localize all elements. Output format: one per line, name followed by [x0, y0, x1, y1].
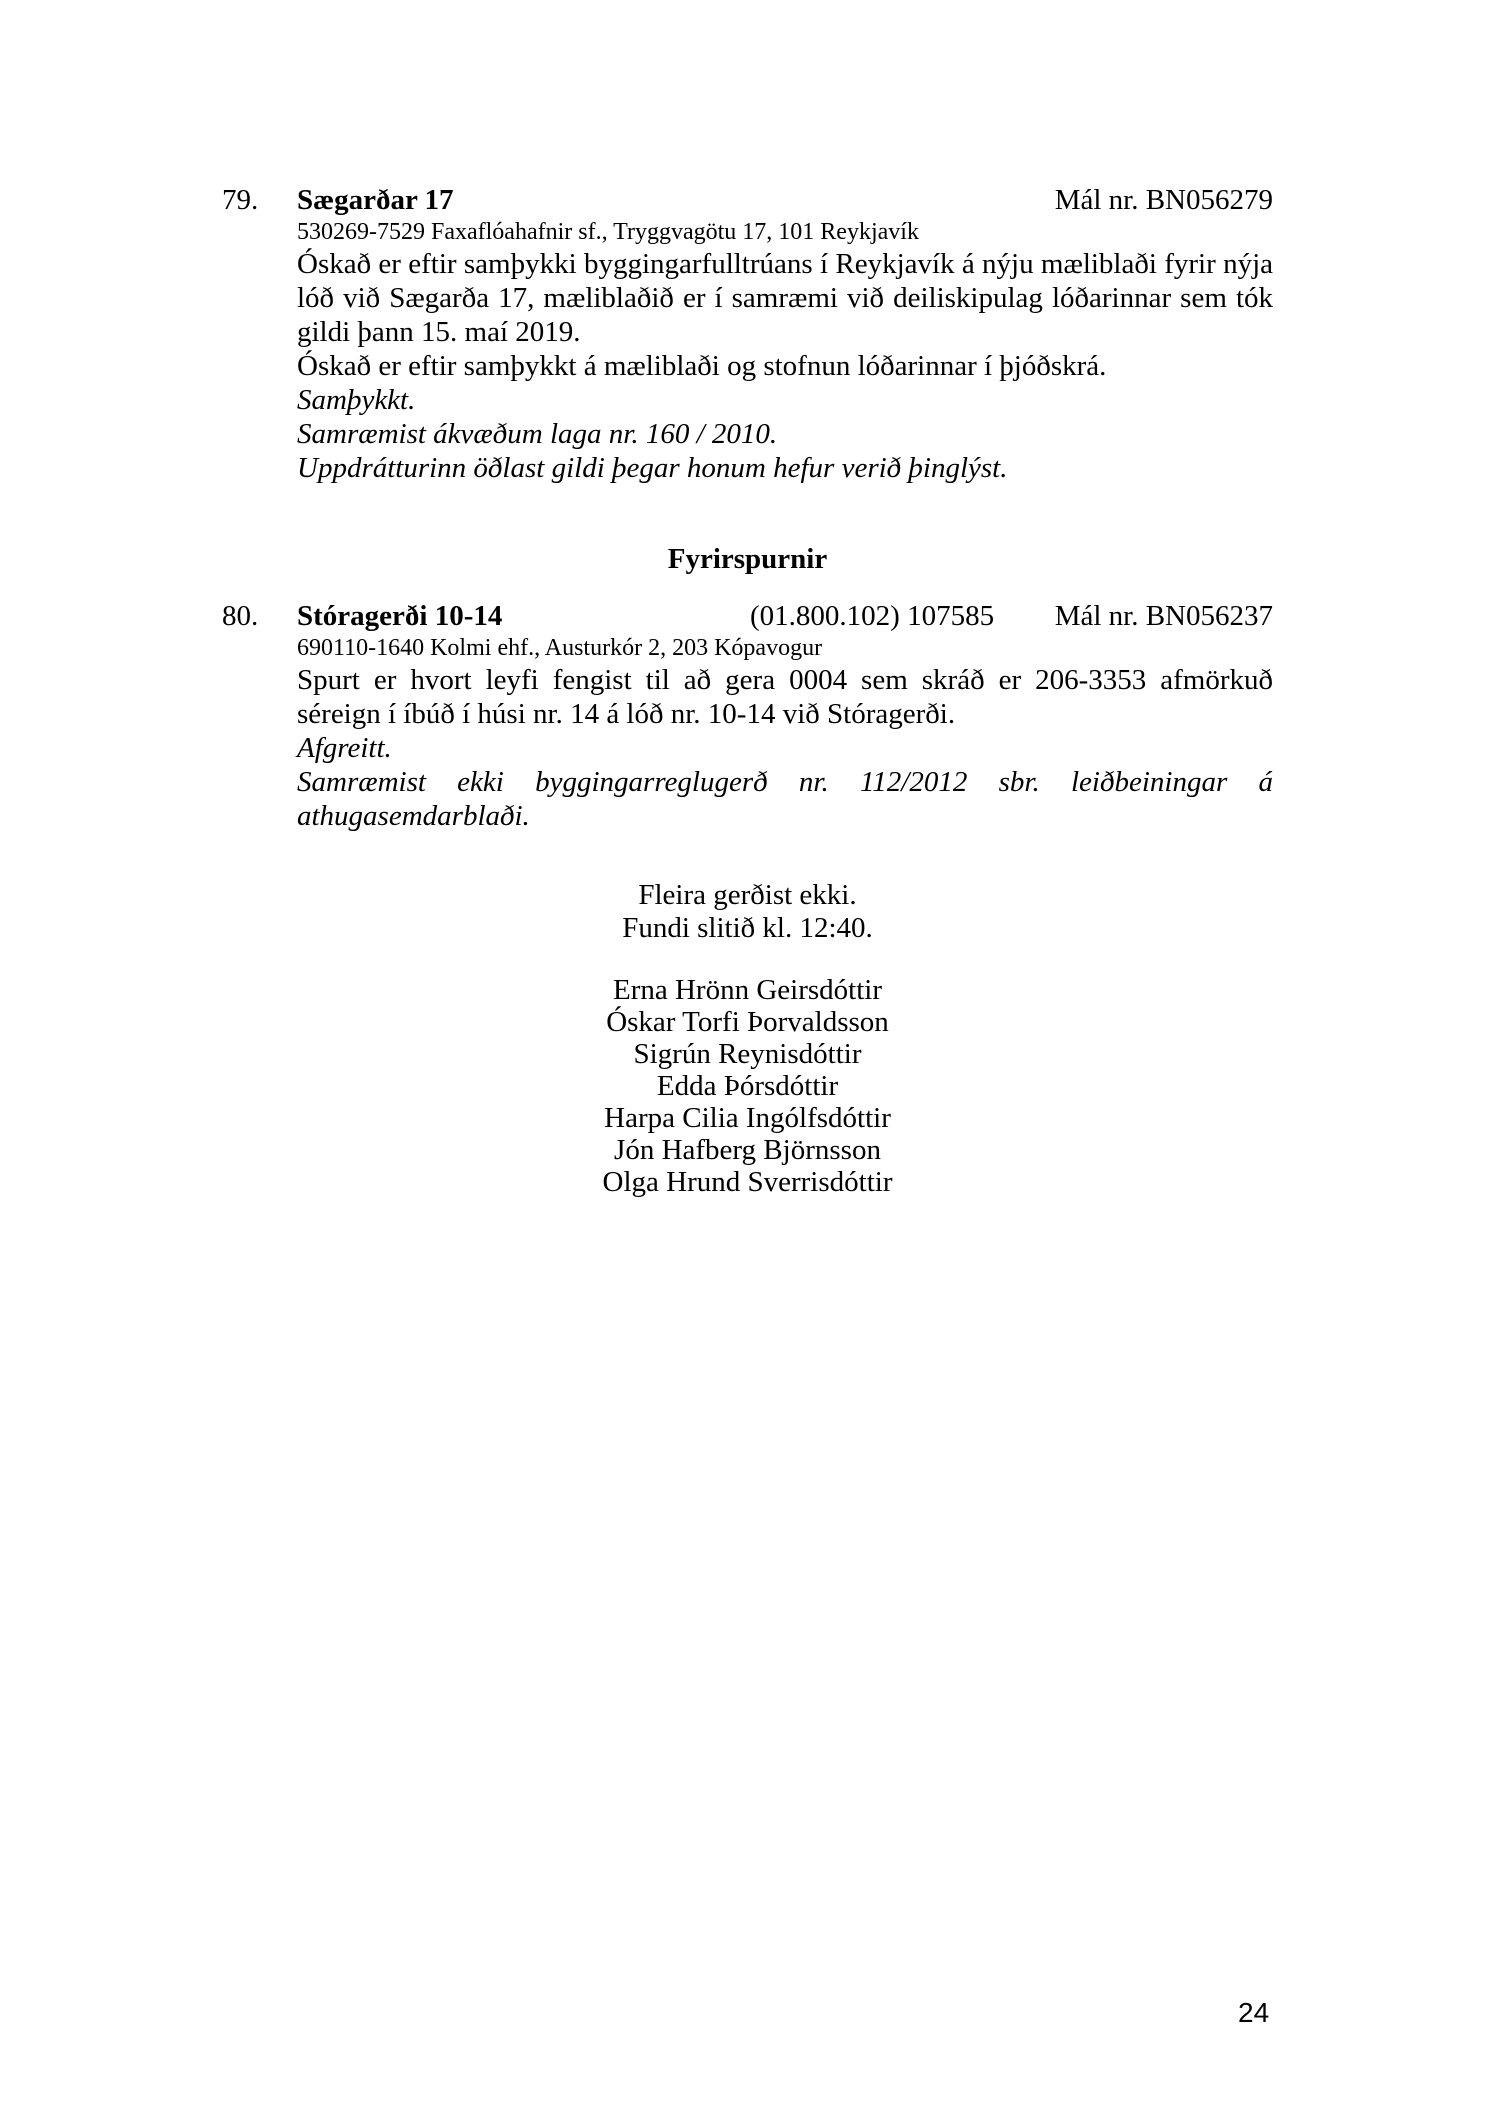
- case-resolution: Afgreitt.: [297, 732, 392, 764]
- section-heading: Fyrirspurnir: [667, 543, 828, 575]
- case-reference: Mál nr. BN056279: [1054, 184, 1273, 216]
- case-paragraph: Óskað er eftir samþykki byggingarfulltrúans í Reykjavík á nýju mæliblaði fyrir nýja lóð við Sægarða 17, mæliblaðið er í samræmi við deiliskipulag lóðarinnar sem tók gildi þann 15. maí 2019.: [297, 248, 1273, 348]
- minutes-content: [222, 183, 1273, 1198]
- property-code: (01.800.102) 107585: [750, 600, 995, 632]
- case-item-80: [222, 599, 1273, 833]
- case-paragraph: Óskað er eftir samþykkt á mæliblaði og stofnun lóðarinnar í þjóðskrá.: [297, 350, 1107, 382]
- signature-name: Harpa Cilia Ingólfsdóttir: [604, 1102, 891, 1134]
- closing-block: [222, 879, 1273, 1198]
- signature-name: Erna Hrönn Geirsdóttir: [613, 974, 882, 1006]
- case-header-79: [222, 183, 1273, 217]
- case-title: Sægarðar 17: [297, 184, 454, 216]
- case-header-80: [222, 599, 1273, 633]
- signature-name: Olga Hrund Sverrisdóttir: [602, 1166, 893, 1198]
- case-body: [297, 217, 1273, 485]
- case-reference: Mál nr. BN056237: [1054, 600, 1273, 632]
- case-body: [297, 633, 1273, 833]
- signature-name: Sigrún Reynisdóttir: [633, 1038, 862, 1070]
- case-note: Uppdrátturinn öðlast gildi þegar honum hefur verið þinglýst.: [297, 452, 1008, 484]
- registry-line: 690110-1640 Kolmi ehf., Austurkór 2, 203 Kópavogur: [297, 635, 823, 661]
- signature-name: Jón Hafberg Björnsson: [614, 1134, 881, 1166]
- signature-name: Óskar Torfi Þorvaldsson: [606, 1006, 889, 1038]
- case-title: Stóragerði 10-14: [297, 600, 503, 632]
- signatures-block: [222, 974, 1273, 1198]
- case-paragraph: Spurt er hvort leyfi fengist til að gera 0004 sem skráð er 206-3353 afmörkuð séreign í íbúð í húsi nr. 14 á lóð nr. 10-14 við Stóragerði.: [297, 664, 1273, 730]
- case-note: Samræmist ákvæðum laga nr. 160 / 2010.: [297, 418, 778, 450]
- closing-line: Fleira gerðist ekki.: [638, 879, 857, 911]
- page-number: 24: [1238, 1997, 1270, 2028]
- case-number: 79.: [222, 184, 259, 216]
- case-number: 80.: [222, 600, 259, 632]
- signature-name: Edda Þórsdóttir: [656, 1070, 839, 1102]
- case-resolution: Samþykkt.: [297, 384, 416, 416]
- registry-line: 530269-7529 Faxaflóahafnir sf., Tryggvagötu 17, 101 Reykjavík: [297, 219, 919, 245]
- case-item-79: [222, 183, 1273, 485]
- closing-line: Fundi slitið kl. 12:40.: [622, 912, 873, 944]
- case-note: Samræmist ekki byggingarreglugerð nr. 112/2012 sbr. leiðbeiningar á athugasemdarblaði.: [297, 766, 1273, 832]
